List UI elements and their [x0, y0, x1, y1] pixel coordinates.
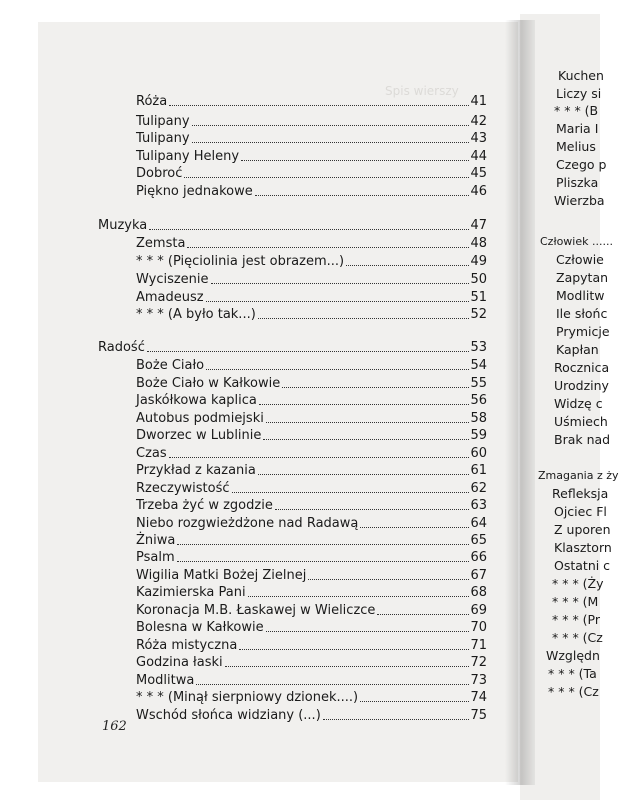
right-page-line: * * * (Ta	[548, 666, 597, 681]
toc-entry-page: 54	[470, 358, 487, 373]
toc-entry-title: * * * (Pięciolinia jest obrazem...)	[136, 254, 345, 269]
page-number: 162	[102, 719, 127, 734]
toc-entry-page: 44	[470, 149, 487, 164]
toc-entry-title: Jaskółkowa kaplica	[136, 393, 257, 408]
toc-entry-title: Wyciszenie	[136, 272, 209, 287]
toc-entry-page: 75	[470, 708, 487, 723]
right-page-line: Rocznica	[554, 360, 610, 375]
toc-entry-title: Autobus podmiejski	[136, 411, 264, 426]
toc-entry-title: Tulipany Heleny	[136, 149, 240, 164]
toc-entry-page: 58	[470, 411, 487, 426]
toc-entry-page: 55	[470, 376, 487, 391]
toc-entry	[136, 481, 487, 497]
leader-dots	[192, 125, 470, 126]
toc-entry-page: 67	[470, 568, 487, 583]
right-page-line: Refleksja	[552, 486, 609, 501]
leader-dots	[169, 105, 469, 106]
toc-entry-page: 51	[470, 290, 487, 305]
toc-entry-title: Dobroć	[136, 166, 183, 181]
leader-dots	[263, 439, 469, 440]
right-page-line: Zmagania z ży	[538, 469, 619, 482]
toc-entry	[136, 428, 487, 444]
leader-dots	[346, 265, 469, 266]
toc-entry-page: 70	[470, 620, 487, 635]
toc-entry	[136, 149, 487, 165]
toc-section	[98, 218, 487, 234]
toc-entry	[136, 708, 487, 724]
leader-dots	[275, 509, 470, 510]
toc-entry-title: Boże Ciało	[136, 358, 205, 373]
leader-dots	[258, 474, 470, 475]
toc-entry-page: 73	[470, 673, 487, 688]
right-page-line: Urodziny	[554, 378, 609, 393]
right-page-line: Widzę c	[554, 396, 603, 411]
toc-entry	[136, 446, 487, 462]
leader-dots	[169, 457, 470, 458]
toc-entry-page: 74	[470, 690, 487, 705]
leader-dots	[248, 596, 470, 597]
toc-entry	[136, 254, 487, 270]
right-page-line: Modlitw	[556, 288, 605, 303]
toc-entry-title: Kazimierska Pani	[136, 585, 246, 600]
leader-dots	[360, 527, 469, 528]
toc-entry-title: Radość	[98, 340, 145, 355]
toc-entry	[136, 358, 487, 374]
right-page-line: * * * (Pr	[552, 612, 601, 627]
toc-entry-title: * * * (Minął sierpniowy dzionek....)	[136, 690, 359, 705]
toc-entry-title: Wigilia Matki Bożej Zielnej	[136, 568, 307, 583]
toc-entry	[136, 376, 487, 392]
toc-entry-title: Czas	[136, 446, 167, 461]
toc-entry-page: 63	[470, 498, 487, 513]
toc-entry-page: 48	[470, 236, 487, 251]
toc-entry-page: 61	[470, 463, 487, 478]
toc-entry	[136, 533, 487, 549]
right-page-line: Melius	[556, 139, 596, 154]
leader-dots	[259, 404, 470, 405]
toc-entry	[136, 498, 487, 514]
leader-dots	[282, 387, 469, 388]
toc-entry-page: 45	[470, 166, 487, 181]
leader-dots	[266, 422, 470, 423]
toc-entry-page: 66	[470, 550, 487, 565]
toc-entry-page: 69	[470, 603, 487, 618]
leader-dots	[187, 247, 469, 248]
right-page-line: Ostatni c	[554, 558, 611, 573]
toc-entry-page: 64	[470, 516, 487, 531]
toc-entry-title: Róża mistyczna	[136, 638, 238, 653]
leader-dots	[308, 579, 469, 580]
leader-dots	[211, 283, 470, 284]
toc-entry-page: 68	[470, 585, 487, 600]
right-page-line: Uśmiech	[554, 414, 608, 429]
toc-entry-title: Tulipany	[136, 114, 190, 129]
right-page-line: Kapłan	[556, 342, 599, 357]
leader-dots	[266, 631, 470, 632]
toc-entry-page: 60	[470, 446, 487, 461]
toc-entry-page: 42	[470, 114, 487, 129]
toc-entry	[136, 585, 487, 601]
toc-entry	[136, 568, 487, 584]
leader-dots	[177, 544, 469, 545]
leader-dots	[206, 301, 470, 302]
right-page-line: Klasztorn	[554, 540, 612, 555]
leader-dots	[196, 684, 469, 685]
toc-entry	[136, 516, 487, 532]
toc-entry-title: Trzeba żyć w zgodzie	[136, 498, 273, 513]
leader-dots	[147, 351, 470, 352]
toc-entry-title: Rzeczywistość	[136, 481, 230, 496]
toc-entry-title: Piękno jednakowe	[136, 184, 253, 199]
right-page-line: Brak nad	[554, 432, 611, 447]
toc-entry	[136, 603, 487, 619]
toc-entry-page: 71	[470, 638, 487, 653]
toc-entry-page: 47	[470, 218, 487, 233]
leader-dots	[377, 614, 469, 615]
right-page-line: * * * (M	[552, 594, 599, 609]
toc-entry-page: 56	[470, 393, 487, 408]
toc-entry	[136, 290, 487, 306]
toc-entry	[136, 690, 487, 706]
toc-entry-page: 43	[470, 131, 487, 146]
leader-dots	[241, 160, 469, 161]
toc-entry-page: 50	[470, 272, 487, 287]
right-page-line: * * * (B	[554, 103, 599, 118]
right-page-line: Pliszka	[556, 175, 599, 190]
toc-entry-page: 62	[470, 481, 487, 496]
toc-entry-title: Niebo rozgwieżdżone nad Radawą	[136, 516, 359, 531]
toc-entry-page: 72	[470, 655, 487, 670]
toc-entry	[136, 166, 487, 182]
right-page-line: * * * (Cz	[548, 684, 599, 699]
leader-dots	[225, 666, 470, 667]
right-page-line: Liczy si	[556, 86, 602, 101]
leader-dots	[206, 369, 469, 370]
toc-entry-title: Bolesna w Kałkowie	[136, 620, 264, 635]
leader-dots	[258, 318, 470, 319]
right-page-line: Ile słońc	[556, 306, 608, 321]
toc-entry-page: 65	[470, 533, 487, 548]
leader-dots	[192, 142, 470, 143]
right-page-line: Kuchen	[558, 68, 604, 83]
toc-entry	[136, 114, 487, 130]
toc-entry	[136, 655, 487, 671]
toc-entry-title: Tulipany	[136, 131, 190, 146]
right-page-line: Wierzba	[554, 193, 605, 208]
toc-entry-title: Modlitwa	[136, 673, 195, 688]
toc-entry	[136, 236, 487, 252]
toc-entry	[136, 393, 487, 409]
right-page-line: Czego p	[556, 157, 607, 172]
toc-entry	[136, 638, 487, 654]
right-page-line: Maria I	[556, 121, 599, 136]
toc-entry-title: Koronacja M.B. Łaskawej w Wieliczce	[136, 603, 376, 618]
toc-entry-title: Amadeusz	[136, 290, 204, 305]
toc-entry-title: Wschód słońca widziany (...)	[136, 708, 321, 723]
toc-entry	[136, 673, 487, 689]
toc-entry-page: 59	[470, 428, 487, 443]
toc-entry	[136, 184, 487, 200]
toc-entry-title: Róża	[136, 94, 168, 109]
toc-entry-title: Dworzec w Lublinie	[136, 428, 262, 443]
right-page-line: Człowiek ......	[540, 235, 613, 248]
right-page-line: Ojciec Fl	[554, 504, 607, 519]
toc-entry-page: 41	[470, 94, 487, 109]
toc-entry-page: 53	[470, 340, 487, 355]
toc-entry-title: Żniwa	[136, 533, 176, 548]
toc-section	[98, 340, 487, 356]
toc-entry	[136, 272, 487, 288]
toc-entry	[136, 463, 487, 479]
toc-entry-title: Psalm	[136, 550, 175, 565]
right-page-line: Z uporen	[554, 522, 611, 537]
right-page-line: Prymicje	[556, 324, 610, 339]
toc-entry-page: 52	[470, 307, 487, 322]
toc-entry-page: 46	[470, 184, 487, 199]
toc-entry-title: Zemsta	[136, 236, 186, 251]
toc-entry-page: 49	[470, 254, 487, 269]
leader-dots	[255, 195, 470, 196]
toc-entry	[136, 411, 487, 427]
right-page-line: Zapytan	[556, 270, 609, 285]
toc-entry-title: Muzyka	[98, 218, 148, 233]
right-page-line: * * * (Ży	[552, 576, 604, 591]
toc-entry-title: Boże Ciało w Kałkowie	[136, 376, 281, 391]
right-page-line: Względn	[546, 648, 600, 663]
leader-dots	[232, 492, 470, 493]
toc-entry-title: * * * (A było tak...)	[136, 307, 256, 322]
toc-entry	[136, 307, 487, 323]
leader-dots	[184, 177, 469, 178]
leader-dots	[177, 561, 470, 562]
leader-dots	[323, 719, 470, 720]
toc-entry	[136, 94, 487, 110]
toc-entry	[136, 550, 487, 566]
leader-dots	[239, 649, 469, 650]
right-page-line: * * * (Cz	[552, 630, 603, 645]
leader-dots	[149, 229, 469, 230]
bleed-through-text: Spis wierszy	[385, 84, 459, 98]
toc-entry-title: Przykład z kazania	[136, 463, 256, 478]
right-page-line: Człowie	[556, 252, 604, 267]
toc-entry-title: Godzina łaski	[136, 655, 223, 670]
toc-entry	[136, 620, 487, 636]
toc-entry	[136, 131, 487, 147]
leader-dots	[360, 701, 469, 702]
